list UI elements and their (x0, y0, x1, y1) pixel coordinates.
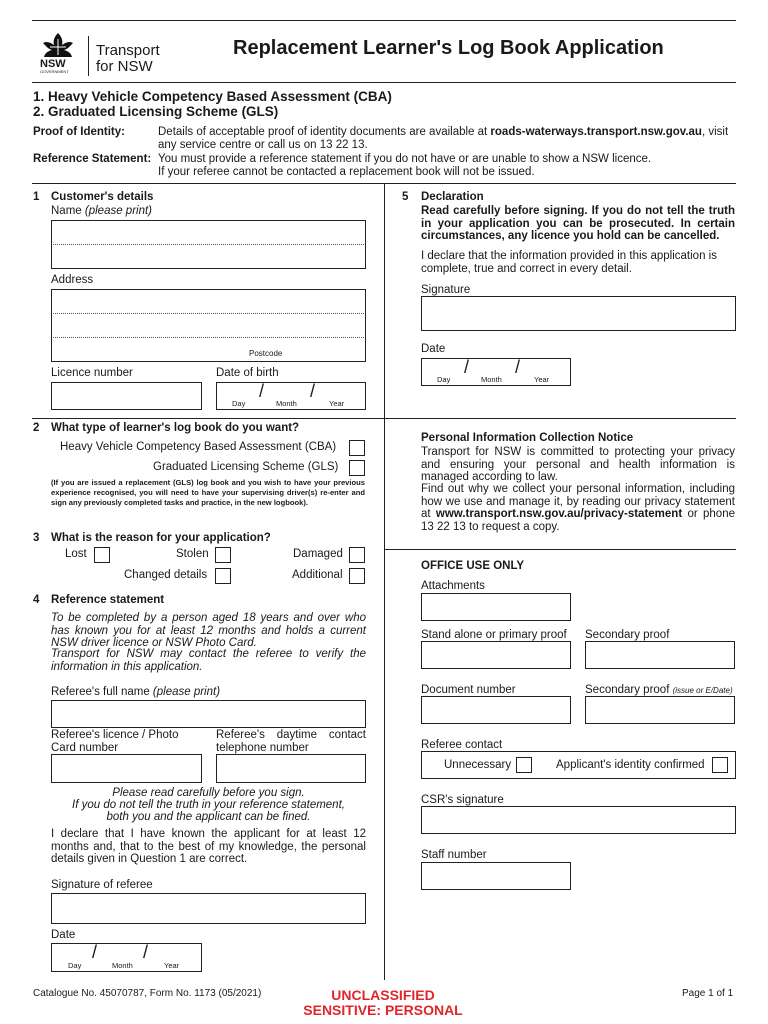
lost-label: Lost (65, 548, 87, 560)
waratah-icon (38, 31, 78, 59)
identity-confirmed-label: Applicant's identity confirmed (556, 759, 705, 771)
unnecessary-label: Unnecessary (444, 759, 512, 771)
address-input[interactable] (51, 289, 366, 362)
referee-name-label: Referee's full name (please print) (51, 686, 221, 698)
intro-line-2: 2. Graduated Licensing Scheme (GLS) (33, 104, 279, 119)
referee-signature-label: Signature of referee (51, 879, 153, 891)
nsw-logo (38, 31, 78, 73)
applicant-signature-label: Signature (421, 284, 471, 296)
reference-intro-2: Transport for NSW may contact the referee to verify the information in this application. (51, 648, 366, 673)
csr-signature-label: CSR's signature (421, 794, 504, 806)
proof-label: Proof of Identity: (33, 126, 125, 138)
section-5-number: 5 (402, 191, 409, 203)
referee-licence-label: Referee's licence / Photo Card number (51, 729, 179, 754)
secondary-proof-2-input[interactable] (585, 696, 735, 724)
classification-1: UNCLASSIFIED (331, 987, 435, 1003)
section-4-title: Reference statement (51, 594, 165, 606)
referee-contact-label: Referee contact (421, 739, 503, 751)
applicant-date-month: Month (481, 375, 502, 384)
proof-text-2: any service centre or call us on 13 22 13. (158, 139, 368, 151)
standalone-proof-input[interactable] (421, 641, 571, 669)
applicant-signature-input[interactable] (421, 296, 736, 331)
licence-number-input[interactable] (51, 382, 202, 410)
unnecessary-checkbox[interactable] (516, 757, 532, 773)
privacy-title: Personal Information Collection Notice (421, 432, 634, 444)
section-1-title: Customer's details (51, 191, 154, 203)
address-label: Address (51, 274, 94, 286)
classification-2: SENSITIVE: PERSONAL (303, 1002, 463, 1018)
damaged-label: Damaged (293, 548, 343, 560)
lost-checkbox[interactable] (94, 547, 110, 563)
csr-signature-input[interactable] (421, 806, 736, 834)
referee-licence-input[interactable] (51, 754, 202, 783)
referee-date-month: Month (112, 961, 133, 970)
applicant-date-year: Year (534, 375, 550, 384)
dob-year: Year (329, 399, 345, 408)
licence-number-label: Licence number (51, 367, 133, 379)
declaration-text: I declare that the information provided in this application is complete, true and correct in every detail. (421, 250, 717, 275)
dob-month: Month (276, 399, 297, 408)
stolen-checkbox[interactable] (215, 547, 231, 563)
reference-text-1: You must provide a reference statement if you do not have or are unable to show a NSW licence. (158, 153, 652, 165)
dob-label: Date of birth (216, 367, 279, 379)
referee-phone-input[interactable] (216, 754, 366, 783)
damaged-checkbox[interactable] (349, 547, 365, 563)
privacy-text-2: Find out why we collect your personal information, including how we use and manage it, by reading our privacy statement at www.transport.nsw.gov.au/privacy-statement or phone 13 22 13 to request a copy. (421, 483, 735, 533)
gls-checkbox[interactable] (349, 460, 365, 476)
proof-link[interactable]: roads-waterways.transport.nsw.gov.au (490, 126, 702, 138)
secondary-proof-2-label: Secondary proof (issue or E/Date) (585, 684, 733, 696)
reference-text-2: If your referee cannot be contacted a replacement book will not be issued. (158, 166, 535, 178)
attachments-label: Attachments (421, 580, 485, 592)
referee-date-day: Day (68, 961, 82, 970)
section-5-title: Declaration (421, 191, 484, 203)
brand-line-2: for NSW (96, 58, 153, 75)
referee-phone-label: Referee's daytime contact telephone number (216, 729, 366, 754)
catalogue-number: Catalogue No. 45070787, Form No. 1173 (05/2021) (33, 988, 262, 999)
changed-details-label: Changed details (124, 569, 208, 581)
office-use-title: OFFICE USE ONLY (421, 560, 525, 572)
referee-signature-input[interactable] (51, 893, 366, 924)
identity-confirmed-checkbox[interactable] (712, 757, 728, 773)
section-3-title: What is the reason for your application? (51, 532, 271, 544)
referee-warning-3: both you and the applicant can be fined. (106, 811, 311, 823)
referee-name-input[interactable] (51, 700, 366, 728)
referee-warning-1: Please read carefully before you sign. (112, 787, 305, 799)
page-title: Replacement Learner's Log Book Application (233, 37, 664, 59)
staff-number-input[interactable] (421, 862, 571, 890)
attachments-input[interactable] (421, 593, 571, 621)
declaration-warning: Read carefully before signing. If you do not tell the truth in your application you can be prosecuted. In certain circumstances, any licence you hold can be cancelled. (421, 205, 735, 242)
staff-number-label: Staff number (421, 849, 487, 861)
secondary-proof-input[interactable] (585, 641, 735, 669)
section-3-number: 3 (33, 532, 40, 544)
section-1-number: 1 (33, 191, 40, 203)
privacy-text-1: Transport for NSW is committed to protecting your privacy and ensuring your personal and health information is managed according to law. (421, 446, 735, 483)
reference-label: Reference Statement: (33, 153, 152, 165)
privacy-link[interactable]: www.transport.nsw.gov.au/privacy-statement (435, 508, 683, 520)
secondary-proof-label: Secondary proof (585, 629, 670, 641)
document-number-label: Document number (421, 684, 516, 696)
document-number-input[interactable] (421, 696, 571, 724)
referee-warning-2: If you do not tell the truth in your reference statement, (72, 799, 345, 811)
name-label: Name (please print) (51, 205, 153, 217)
reference-intro: To be completed by a person aged 18 years and over who has known you for at least 12 months and holds a current NSW driver licence or NSW Photo Card. (51, 612, 366, 649)
applicant-date-label: Date (421, 343, 446, 355)
brand-line-1: Transport (96, 42, 160, 59)
postcode-label: Postcode (249, 349, 283, 358)
changed-details-checkbox[interactable] (215, 568, 231, 584)
page-number: Page 1 of 1 (682, 988, 734, 999)
dob-day: Day (232, 399, 246, 408)
gls-note: (If you are issued a replacement (GLS) log book and you wish to have your previous experience recognised, you will need to have your supervising driver(s) re-enter and sign any previously completed tasks and practice, in the new logbook). (51, 478, 365, 507)
section-4-number: 4 (33, 594, 40, 606)
nsw-logo-subtext: GOVERNMENT (40, 69, 69, 74)
gls-label: Graduated Licensing Scheme (GLS) (153, 461, 339, 473)
applicant-date-day: Day (437, 375, 451, 384)
section-2-number: 2 (33, 422, 40, 434)
nsw-logo-text: NSW (40, 58, 66, 70)
stolen-label: Stolen (176, 548, 209, 560)
cba-label: Heavy Vehicle Competency Based Assessment (CBA) (60, 441, 337, 453)
additional-checkbox[interactable] (349, 568, 365, 584)
proof-text: Details of acceptable proof of identity documents are available at roads-waterways.transport.nsw.gov.au, visit (158, 126, 729, 138)
section-2-title: What type of learner's log book do you want? (51, 422, 300, 434)
standalone-proof-label: Stand alone or primary proof (421, 629, 567, 641)
additional-label: Additional (292, 569, 343, 581)
referee-date-year: Year (164, 961, 180, 970)
referee-date-label: Date (51, 929, 76, 941)
intro-line-1: 1. Heavy Vehicle Competency Based Assessment (CBA) (33, 89, 392, 104)
referee-declaration: I declare that I have known the applicant for at least 12 months and, that to the best of my knowledge, the personal details given in Question 1 are correct. (51, 828, 366, 865)
cba-checkbox[interactable] (349, 440, 365, 456)
